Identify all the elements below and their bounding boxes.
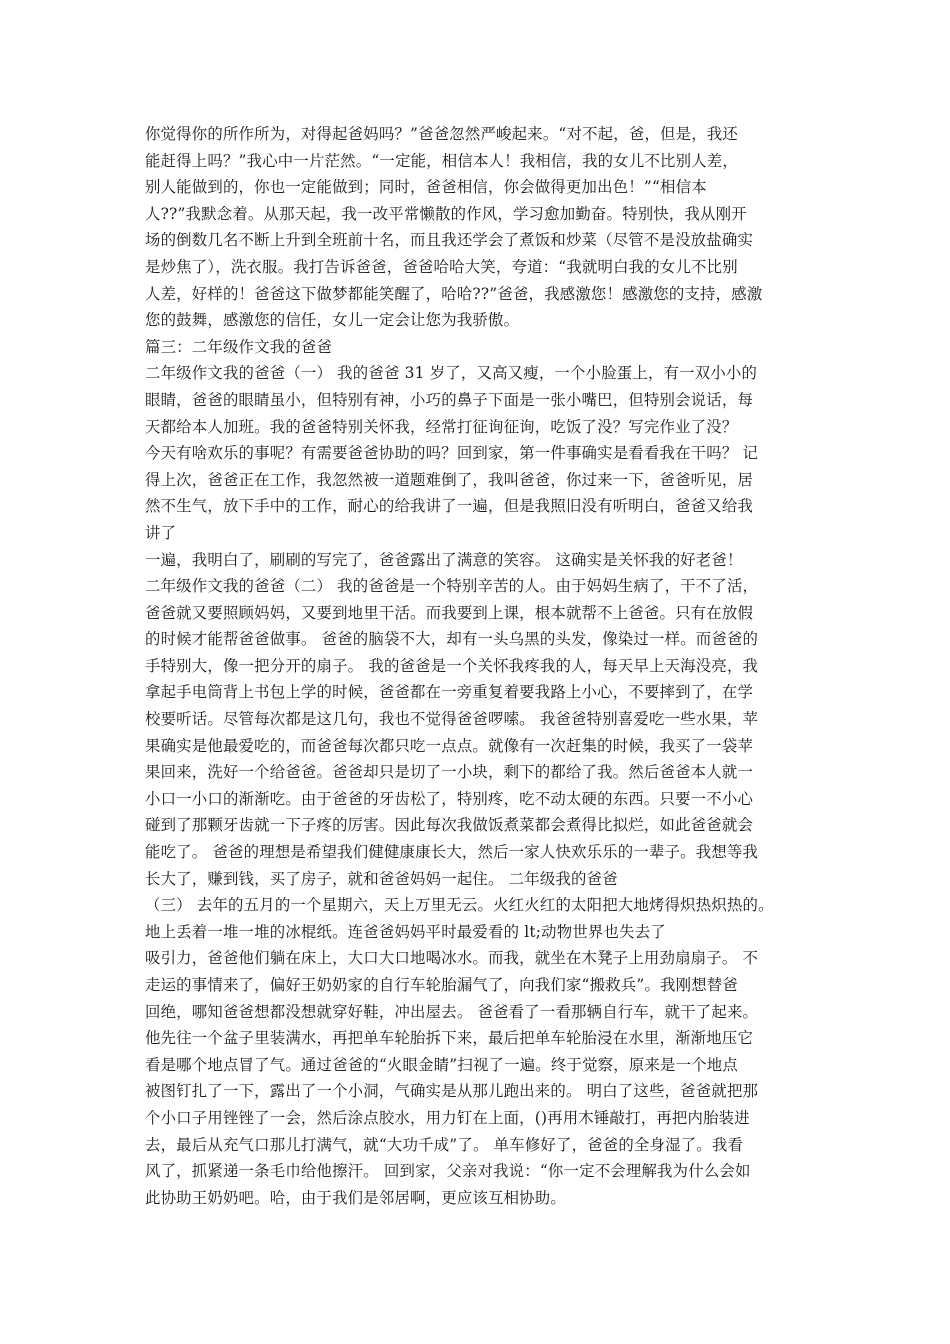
document-body [145, 121, 817, 1211]
text-line: 二年级作文我的爸爸（二） 我的爸爸是一个特别辛苦的人。由于妈妈生病了，干不了活， [145, 577, 759, 596]
text-line: 篇三：二年级作文我的爸爸 [145, 337, 333, 356]
text-line: 你觉得你的所作所为，对得起爸妈吗？”爸爸忽然严峻起来。“对不起，爸，但是，我还 [145, 125, 738, 143]
text-line: 讲了 [145, 523, 177, 542]
text-line: 地上丢着一堆一堆的冰棍纸。连爸爸妈妈平时最爱看的 lt;动物世界也失去了 [145, 922, 666, 941]
text-line: 一遍，我明白了，刷刷的写完了，爸爸露出了满意的笑容。 这确实是关怀我的好老爸！ [145, 550, 743, 569]
text-line: 走运的事情来了，偏好王奶奶家的自行车轮胎漏气了，向我们家“搬救兵”。我刚想替爸 [145, 976, 738, 994]
text-line: 天都给本人加班。我的爸爸特别关怀我，经常打征询征询，吃饭了没？写完作业了没？ [145, 417, 738, 436]
text-line: （三） 去年的五月的一个星期六，天上万里无云。火红火红的太阳把大地烤得炽热炽热的。 [145, 896, 774, 915]
text-line: 拿起手电筒背上书包上学的时候，爸爸都在一旁重复着要我路上小心，不要摔到了，在学 [145, 683, 754, 702]
text-line: 果确实是他最爱吃的，而爸爸每次都只吃一点点。就像有一次赶集的时候，我买了一袋苹 [145, 736, 754, 755]
text-line: 此协助王奶奶吧。哈，由于我们是邻居啊，更应该互相协助。 [145, 1188, 566, 1207]
text-line: 碰到了那颗牙齿就一下子疼的厉害。因此每次我做饭煮菜都会煮得比拟烂，如此爸爸就会 [145, 816, 754, 835]
text-line: 长大了，赚到钱，买了房子，就和爸爸妈妈一起住。 二年级我的爸爸 [145, 869, 618, 888]
text-line: 您的鼓舞，感激您的信任，女儿一定会让您为我骄傲。 [145, 311, 520, 330]
text-line: 他先往一个盆子里装满水，再把单车轮胎拆下来，最后把单车轮胎浸在水里，渐渐地压它 [145, 1029, 754, 1048]
text-line: 场的倒数几名不断上升到全班前十名，而且我还学会了煮饭和炒菜（尽管不是没放盐确实 [145, 231, 754, 250]
text-line: 今天有啥欢乐的事呢？有需要爸爸协助的吗？回到家，第一件事确实是看看我在干吗？ 记 [145, 444, 759, 463]
text-line: 风了，抓紧递一条毛巾给他擦汗。 回到家，父亲对我说：“你一定不会理解我为什么会如 [145, 1162, 751, 1181]
text-line: 的时候才能帮爸爸做事。 爸爸的脑袋不大，却有一头乌黑的头发，像染过一样。而爸爸的 [145, 630, 759, 649]
text-line: 能赶得上吗？”我心中一片茫然。“一定能，相信本人！我相信，我的女儿不比别人差， [145, 151, 738, 170]
text-line: 看是哪个地点冒了气。通过爸爸的“火眼金睛”扫视了一遍。终于觉察，原来是一个地点 [145, 1055, 738, 1074]
text-line: 被图钉扎了一下，露出了一个小洞，气确实是从那儿跑出来的。 明白了这些，爸爸就把那 [145, 1082, 759, 1101]
text-line: 能吃了。 爸爸的理想是希望我们健健康康长大，然后一家人快欢乐乐的一辈子。我想等我 [145, 843, 759, 862]
text-line: 然不生气，放下手中的工作，耐心的给我讲了一遍，但是我照旧没有听明白，爸爸又给我 [145, 497, 754, 516]
text-line: 去，最后从充气口那儿打满气，就“大功千成”了。 单车修好了，爸爸的全身湿了。我看 [145, 1135, 744, 1154]
text-line: 小口一小口的渐渐吃。由于爸爸的牙齿松了，特别疼，吃不动太硬的东西。只要一不小心 [145, 789, 754, 808]
text-line: 眼睛，爸爸的眼睛虽小，但特别有神，小巧的鼻子下面是一张小嘴巴，但特别会说话，每 [145, 390, 754, 409]
text-line: 别人能做到的，你也一定能做到；同时，爸爸相信，你会做得更加出色！”“相信本 [145, 178, 707, 197]
text-line: 人??”我默念着。从那天起，我一改平常懒散的作风，学习愈加勤奋。特别快，我从刚开 [145, 204, 747, 223]
text-line: 个小口子用锉锉了一会，然后涂点胶水，用力钉在上面，()再用木锤敲打，再把内胎装进 [145, 1108, 750, 1127]
text-line: 回绝，哪知爸爸想都没想就穿好鞋，冲出屋去。 爸爸看了一看那辆自行车，就干了起来。 [145, 1002, 759, 1021]
text-line: 是炒焦了），洗衣服。我打告诉爸爸，爸爸哈哈大笑，夸道：“我就明白我的女儿不比别 [145, 257, 738, 276]
text-line: 得上次，爸爸正在工作，我忽然被一道题难倒了，我叫爸爸，你过来一下，爸爸听见，居 [145, 470, 754, 489]
text-line: 果回来，洗好一个给爸爸。爸爸却只是切了一小块，剩下的都给了我。然后爸爸本人就一 [145, 763, 754, 782]
text-line: 爸爸就又要照顾妈妈，又要到地里干活。而我要到上课，根本就帮不上爸爸。只有在放假 [145, 603, 754, 622]
text-line: 手特别大，像一把分开的扇子。 我的爸爸是一个关怀我疼我的人，每天早上天海没亮，我 [145, 656, 759, 675]
text-line: 二年级作文我的爸爸（一） 我的爸爸 31 岁了，又高又瘦，一个小脸蛋上，有一双小小的 [145, 364, 758, 383]
text-line: 校要听话。尽管每次都是这几句，我也不觉得爸爸啰嗦。 我爸爸特别喜爱吃一些水果，苹 [145, 710, 759, 729]
text-line: 吸引力，爸爸他们躺在床上，大口大口地喝冰水。而我，就坐在木凳子上用劲扇扇子。 不 [145, 949, 759, 968]
text-line: 人差，好样的！爸爸这下做梦都能笑醒了，哈哈??”爸爸，我感激您！感激您的支持，感激 [145, 284, 763, 303]
